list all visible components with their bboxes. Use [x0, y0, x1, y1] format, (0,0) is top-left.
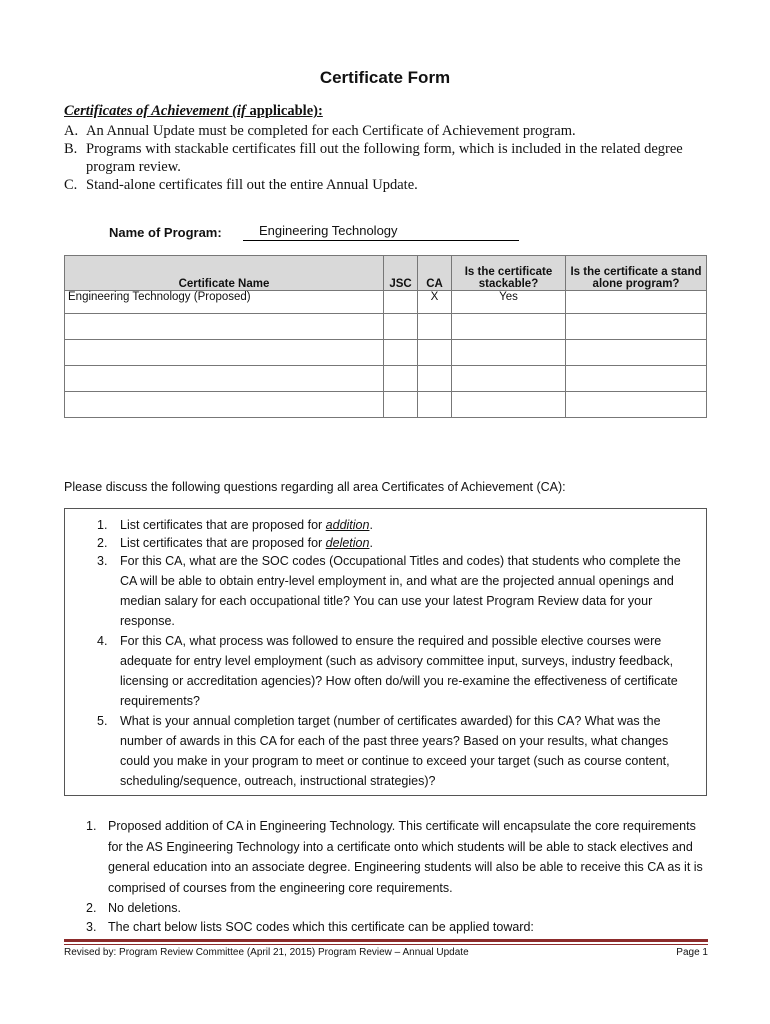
question-emphasis: deletion	[325, 536, 370, 550]
certificates-heading	[64, 103, 323, 120]
cell-ca[interactable]	[418, 340, 452, 366]
cell-stand-alone[interactable]	[566, 314, 707, 340]
cell-stand-alone[interactable]	[566, 366, 707, 392]
cell-jsc[interactable]	[384, 314, 418, 340]
discuss-prompt: Please discuss the following questions regarding all area Certificates of Achievement (CA):	[64, 480, 566, 494]
table-row	[65, 340, 707, 366]
question-post: .	[369, 536, 373, 550]
answer-number: 3.	[86, 920, 97, 934]
cell-jsc[interactable]	[384, 366, 418, 392]
intro-text: An Annual Update must be completed for each Certificate of Achievement program.	[86, 123, 576, 139]
intro-item-a	[64, 122, 714, 140]
cell-stand-alone[interactable]	[566, 340, 707, 366]
question-number: 2.	[97, 536, 108, 550]
answer-text: Proposed addition of CA in Engineering Technology. This certificate will encapsulate the core requirements for the AS Engineering Technology into a certificate onto which students will be able to stack electives and general education into an associate degree. Engineering students will also be able to receive this CA as it is comprised of courses from the engineering core requirements.	[108, 819, 703, 895]
question-text	[120, 533, 695, 553]
cell-stackable[interactable]: Yes	[452, 291, 566, 314]
cell-jsc[interactable]	[384, 291, 418, 314]
cell-ca[interactable]	[418, 314, 452, 340]
cell-certificate-name[interactable]: Engineering Technology (Proposed)	[65, 291, 384, 314]
heading-italic: Certificates of Achievement (if	[64, 103, 246, 119]
cell-stackable[interactable]	[452, 392, 566, 418]
intro-text: Stand-alone certificates fill out the entire Annual Update.	[86, 177, 418, 193]
intro-text: Programs with stackable certificates fill out the following form, which is included in the related degree program review.	[86, 141, 683, 175]
col-stackable: Is the certificate stackable?	[452, 256, 566, 291]
answer-text: The chart below lists SOC codes which this certificate can be applied toward:	[108, 920, 534, 934]
col-jsc: JSC	[384, 256, 418, 291]
question-pre: List certificates that are proposed for	[120, 536, 326, 550]
cell-stackable[interactable]	[452, 366, 566, 392]
question-post: .	[369, 518, 373, 532]
cell-certificate-name[interactable]	[65, 366, 384, 392]
cell-certificate-name[interactable]	[65, 314, 384, 340]
question-text: What is your annual completion target (number of certificates awarded) for this CA? What was the number of awards in this CA for each of the past three years? Based on your results, what changes could you make in your program to meet or continue to exceed your target (such as course content, scheduling/sequence, outreach, instructional strategies)?	[120, 714, 670, 788]
cell-jsc[interactable]	[384, 340, 418, 366]
question-pre: List certificates that are proposed for	[120, 518, 326, 532]
cell-ca[interactable]: X	[418, 291, 452, 314]
question-number: 5.	[97, 714, 108, 728]
question-number: 3.	[97, 554, 108, 568]
answer-number: 1.	[86, 819, 97, 833]
intro-label: C.	[64, 177, 78, 193]
table-row	[65, 366, 707, 392]
question-text: For this CA, what process was followed to ensure the required and possible elective courses were adequate for entry level employment (such as advisory committee input, surveys, industry feedback, licensing or accreditation agencies)? How often do/will you re-examine the effectiveness of certificate requirements?	[120, 634, 678, 708]
program-name-field[interactable]: Engineering Technology	[243, 223, 519, 241]
heading-plain: applicable):	[249, 103, 323, 119]
cell-stand-alone[interactable]	[566, 392, 707, 418]
question-text	[120, 515, 695, 535]
questions-box	[64, 508, 707, 796]
cell-ca[interactable]	[418, 366, 452, 392]
col-certificate-name: Certificate Name	[65, 256, 384, 291]
footer-revision: Revised by: Program Review Committee (April 21, 2015) Program Review – Annual Update	[64, 947, 469, 958]
footer-rule-thin	[64, 944, 708, 945]
page-title: Certificate Form	[319, 68, 451, 87]
table-row	[65, 314, 707, 340]
question-emphasis: addition	[325, 518, 370, 532]
intro-label: A.	[64, 123, 79, 139]
cell-jsc[interactable]	[384, 392, 418, 418]
intro-item-b	[64, 140, 714, 175]
answer-text: No deletions.	[108, 901, 181, 915]
program-name-label: Name of Program:	[109, 225, 222, 240]
col-stand-alone: Is the certificate a stand alone program?	[566, 256, 707, 291]
table-row	[65, 392, 707, 418]
cell-stackable[interactable]	[452, 314, 566, 340]
footer-page-number: Page 1	[676, 947, 708, 958]
answer-number: 2.	[86, 901, 97, 915]
certificate-table	[64, 255, 707, 418]
cell-ca[interactable]	[418, 392, 452, 418]
cell-stackable[interactable]	[452, 340, 566, 366]
cell-certificate-name[interactable]	[65, 392, 384, 418]
intro-item-c	[64, 176, 714, 194]
question-text: For this CA, what are the SOC codes (Occupational Titles and codes) that students who complete the CA will be able to obtain entry-level employment in, and what are the projected annual openings and median salary for each occupational title? You can use your latest Program Review data for your response.	[120, 554, 681, 628]
question-number: 4.	[97, 634, 108, 648]
cell-stand-alone[interactable]	[566, 291, 707, 314]
col-ca: CA	[418, 256, 452, 291]
cell-certificate-name[interactable]	[65, 340, 384, 366]
table-row	[65, 291, 707, 314]
footer-rule	[64, 939, 708, 942]
intro-label: B.	[64, 141, 78, 157]
table-header-row	[65, 256, 707, 291]
question-number: 1.	[97, 518, 108, 532]
